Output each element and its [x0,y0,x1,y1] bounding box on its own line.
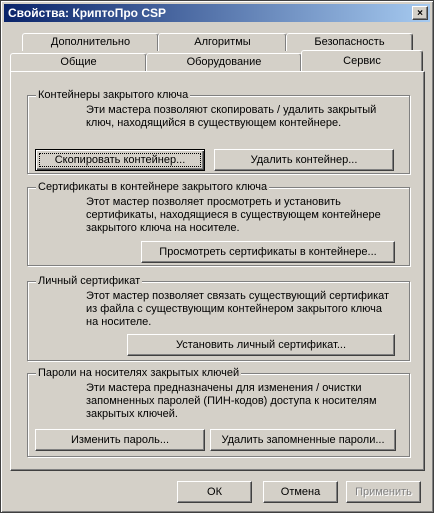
title-bar [4,4,430,22]
button-label: Удалить контейнер... [250,154,358,166]
button-label: Отмена [280,486,321,498]
button-label: Изменить пароль... [70,434,170,446]
button-label: Применить [355,486,412,498]
view-certificates-button[interactable] [141,241,395,263]
ok-button[interactable] [177,481,252,503]
group-description: Этот мастер позволяет просмотреть и установить сертификаты, находящиеся в существующем контейнере закрытого ключа на носителе. [86,196,381,234]
button-label: Скопировать контейнер... [54,154,186,166]
group-description: Эти мастера предназначены для изменения / очистки запомненных паролей (ПИН-кодов) доступа к носителям закрытых ключей. [86,382,377,420]
delete-saved-passwords-button[interactable] [210,429,396,451]
tab-hardware[interactable] [146,53,302,71]
button-label: Установить личный сертификат... [175,339,347,351]
tab-additional[interactable] [22,33,159,51]
button-label: Удалить запомненные пароли... [221,434,385,446]
cancel-button[interactable] [263,481,338,503]
tab-general[interactable] [10,53,147,71]
copy-container-button[interactable] [35,149,205,171]
button-label: Просмотреть сертификаты в контейнере... [159,246,377,258]
tab-label: Общие [60,56,97,68]
window-title: Свойства: КриптоПро CSP [8,6,166,20]
group-certificates [27,181,410,266]
tab-label: Алгоритмы [194,36,251,48]
change-password-button[interactable] [35,429,205,451]
tab-label: Безопасность [314,36,385,48]
button-label: ОК [207,486,222,498]
install-personal-certificate-button[interactable] [127,334,395,356]
tab-service[interactable] [301,50,423,71]
tab-label: Дополнительно [50,36,131,48]
apply-button[interactable] [346,481,421,503]
group-containers [27,89,410,174]
delete-container-button[interactable] [214,149,394,171]
group-title: Контейнеры закрытого ключа [38,89,189,101]
tab-label: Оборудование [186,56,262,68]
group-title: Сертификаты в контейнере закрытого ключа [38,181,268,193]
group-title: Личный сертификат [38,275,141,287]
tab-label: Сервис [343,55,381,67]
close-button[interactable] [412,6,428,20]
group-description: Этот мастер позволяет связать существующий сертификат из файла с существующим контейнером закрытого ключа на носителе. [86,290,390,328]
group-personal-certificate [27,275,410,361]
group-title: Пароли на носителях закрытых ключей [38,367,240,379]
group-passwords [27,367,410,457]
close-icon: × [417,8,423,19]
tab-algorithms[interactable] [158,33,287,51]
tab-security[interactable] [286,33,413,51]
group-description: Эти мастера позволяют скопировать / удалить закрытый ключ, находящийся в существующем контейнере. [86,104,377,129]
